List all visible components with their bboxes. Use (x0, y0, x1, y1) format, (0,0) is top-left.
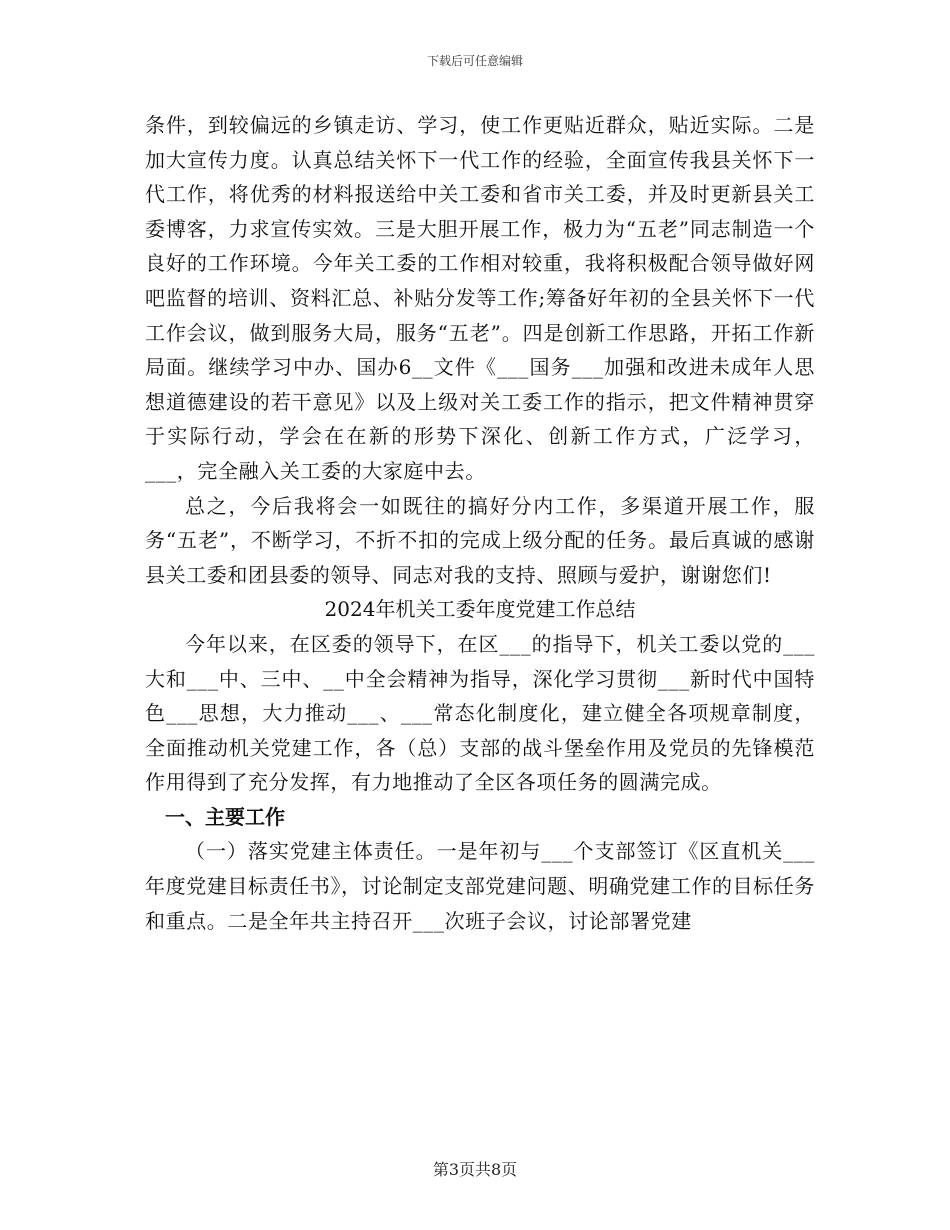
page-number: 第3页共8页 (432, 1160, 518, 1179)
paragraph: 今年以来，在区委的领导下，在区___的指导下，机关工委以党的___大和___中、三中、__中全会精神为指导，深化学习贯彻___新时代中国特色___思想，大力推动___、___常态化制度化，建立健全各项规章制度，全面推动机关党建工作，各（总）支部的战斗堡垒作用及党员的先锋模范作用得到了充分发挥，有力地推动了全区各项任务的圆满完成。 (145, 631, 815, 795)
page-header: 下载后可任意编辑 (426, 54, 523, 68)
paragraph: （一）落实党建主体责任。一是年初与___个支部签订《区直机关___年度党建目标责任书》，讨论制定支部党建问题、明确党建工作的目标任务和重点。二是全年共主持召开___次班子会议，讨论部署党建 (145, 839, 815, 933)
paragraph: 总之，今后我将会一如既往的搞好分内工作，多渠道开展工作，服务“五老”，不断学习，不折不扣的完成上级分配的任务。最后真诚的感谢县关工委和团县委的领导、同志对我的支持、照顾与爱护，谢谢您们! (145, 493, 815, 587)
section-title: 2024年机关工委年度党建工作总结 (324, 597, 636, 622)
section-heading: 一、主要工作 (165, 804, 285, 829)
paragraph: 条件，到较偏远的乡镇走访、学习，使工作更贴近群众，贴近实际。二是加大宣传力度。认真总结关怀下一代工作的经验，全面宣传我县关怀下一代工作，将优秀的材料报送给中关工委和省市关工委，并及时更新县关工委博客，力求宣传实效。三是大胆开展工作，极力为“五老”同志制造一个良好的工作环境。今年关工委的工作相对较重，我将积极配合领导做好网吧监督的培训、资料汇总、补贴分发等工作;筹备好年初的全县关怀下一代工作会议，做到服务大局，服务“五老”。四是创新工作思路，开拓工作新局面。继续学习中办、国办6__文件《___国务___加强和改进未成年人思想道德建设的若干意见》以及上级对关工委工作的指示，把文件精神贯穿于实际行动，学会在在新的形势下深化、创新工作方式，广泛学习，___，完全融入关工委的大家庭中去。 (145, 113, 815, 483)
document-body (145, 108, 815, 938)
